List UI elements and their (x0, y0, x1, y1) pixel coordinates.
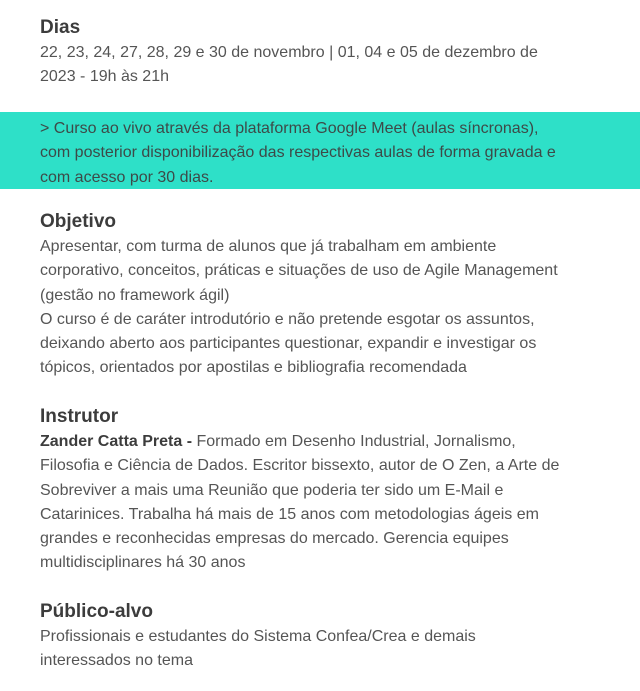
objetivo-line: Apresentar, com turma de alunos que já trabalham em ambiente (40, 238, 497, 255)
dias-line-2: 2023 - 19h às 21h (40, 68, 169, 86)
banner-line-1: > Curso ao vivo através da plataforma Google Meet (aulas síncronas), (40, 120, 539, 137)
instrutor-section (40, 405, 610, 576)
banner-line-2: com posterior disponibilização das respectivas aulas de forma gravada e (40, 144, 556, 162)
objetivo-line: (gestão no framework ágil) (40, 286, 230, 304)
objetivo-text (40, 235, 610, 381)
publico-section (40, 600, 610, 674)
dias-line-1: 22, 23, 24, 27, 28, 29 e 30 de novembro | 01, 04 e 05 de dezembro de (40, 44, 538, 61)
publico-line: Profissionais e estudantes do Sistema Confea/Crea e demais (40, 628, 476, 645)
instrutor-line: Catarinices. Trabalha há mais de 15 anos com metodologias ágeis em (40, 505, 539, 523)
objetivo-line: tópicos, orientados por apostilas e bibliografia recomendada (40, 359, 467, 377)
dias-section (40, 16, 610, 90)
instrutor-text (40, 430, 610, 576)
objetivo-heading: Objetivo (40, 211, 117, 232)
dias-text (40, 41, 610, 90)
publico-line: interessados no tema (40, 652, 193, 670)
publico-heading: Público-alvo (40, 601, 153, 622)
instrutor-heading: Instrutor (40, 406, 119, 427)
publico-text (40, 625, 610, 674)
course-format-banner (0, 112, 640, 189)
objetivo-line: O curso é de caráter introdutório e não pretende esgotar os assuntos, (40, 310, 535, 328)
instrutor-line: grandes e reconhecidas empresas do mercado. Gerencia equipes (40, 530, 509, 548)
instructor-name: Zander Catta Preta - (40, 433, 193, 450)
dias-heading: Dias (40, 17, 81, 38)
instrutor-line: Filosofia e Ciência de Dados. Escritor bissexto, autor de O Zen, a Arte de (40, 457, 560, 475)
instrutor-line: Formado em Desenho Industrial, Jornalismo, (192, 433, 516, 450)
course-format-text (40, 117, 600, 190)
objetivo-line: corporativo, conceitos, práticas e situações de uso de Agile Management (40, 262, 558, 280)
objetivo-line: deixando aberto aos participantes questionar, expandir e investigar os (40, 335, 537, 353)
instrutor-line: multidisciplinares há 30 anos (40, 554, 246, 572)
objetivo-section (40, 210, 610, 381)
instrutor-line: Sobreviver a mais uma Reunião que poderia ter sido um E-Mail e (40, 481, 504, 499)
banner-line-3: com acesso por 30 dias. (40, 168, 214, 186)
